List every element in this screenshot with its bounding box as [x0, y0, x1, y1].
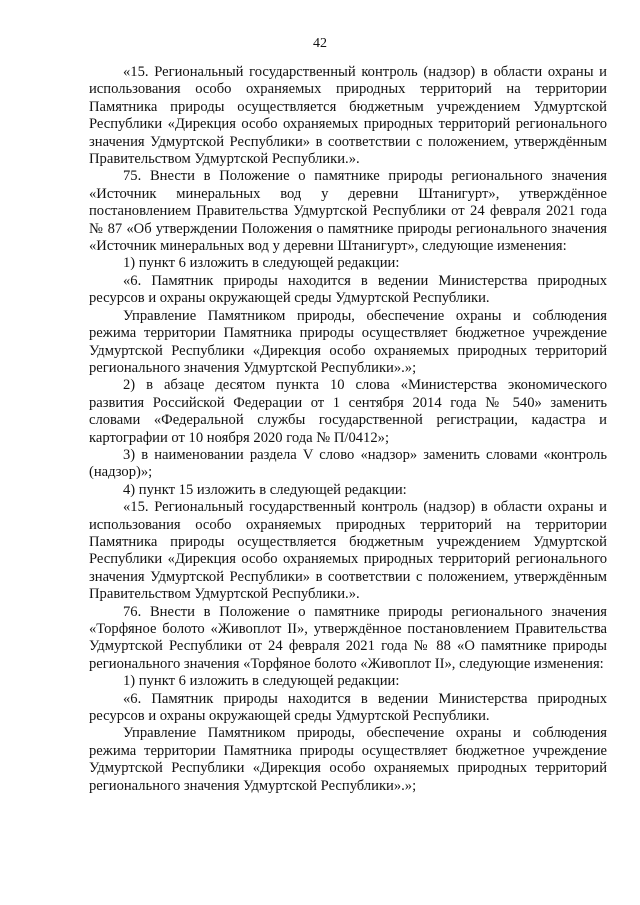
paragraph: 1) пункт 6 изложить в следующей редакции: [123, 673, 400, 690]
page-number: 42 [313, 36, 327, 51]
paragraph: 2) в абзаце десятом пункта 10 слова «Министерства экономического развития Российской Федерации от 1 сентября 2014 года № 540» заменить словами «Федеральной службы государственной регистрации, кадастра и картографии от 10 ноября 2020 года № П/0412»; [89, 377, 607, 446]
paragraph: 1) пункт 6 изложить в следующей редакции: [123, 255, 400, 272]
paragraph: 3) в наименовании раздела V слово «надзор» заменить словами «контроль (надзор)»; [89, 446, 607, 481]
paragraph: Управление Памятником природы, обеспечение охраны и соблюдения режима территории Памятника природы осуществляет бюджетное учреждение Удмуртской Республики «Дирекция особо охраняемых природных территорий регионального значения Удмуртской Республики».»; [89, 307, 607, 376]
document-body [89, 64, 607, 795]
paragraph: 75. Внести в Положение о памятнике природы регионального значения «Источник минеральных вод у деревни Штанигурт», утверждённое постановлением Правительства Удмуртской Республики от 24 февраля 2021 года № 87 «Об утверждении Положения о памятнике природы регионального значения «Источник минеральных вод у деревни Штанигурт», следующие изменения: [89, 168, 607, 255]
paragraph: Управление Памятником природы, обеспечение охраны и соблюдения режима территории Памятника природы осуществляет бюджетное учреждение Удмуртской Республики «Дирекция особо охраняемых природных территорий регионального значения Удмуртской Республики».»; [89, 725, 607, 794]
paragraph: 4) пункт 15 изложить в следующей редакции: [123, 481, 407, 498]
paragraph: «15. Региональный государственный контроль (надзор) в области охраны и использования особо охраняемых природных территорий на территории Памятника природы осуществляется бюджетным учреждением Удмуртской Республики «Дирекция особо охраняемых природных территорий регионального значения Удмуртской Республики» в соответствии с положением, утверждённым Правительством Удмуртской Республики.». [89, 64, 607, 168]
paragraph: «6. Памятник природы находится в ведении Министерства природных ресурсов и охраны окружающей среды Удмуртской Республики. [89, 272, 607, 307]
paragraph: «6. Памятник природы находится в ведении Министерства природных ресурсов и охраны окружающей среды Удмуртской Республики. [89, 690, 607, 725]
paragraph: 76. Внести в Положение о памятнике природы регионального значения «Торфяное болото «Живоплот II», утверждённое постановлением Правительства Удмуртской Республики от 24 февраля 2021 года № 88 «О памятнике природы регионального значения «Торфяное болото «Живоплот II», следующие изменения: [89, 603, 607, 672]
paragraph: «15. Региональный государственный контроль (надзор) в области охраны и использования особо охраняемых природных территорий на территории Памятника природы осуществляется бюджетным учреждением Удмуртской Республики «Дирекция особо охраняемых природных территорий регионального значения Удмуртской Республики» в соответствии с положением, утверждённым Правительством Удмуртской Республики.». [89, 499, 607, 603]
